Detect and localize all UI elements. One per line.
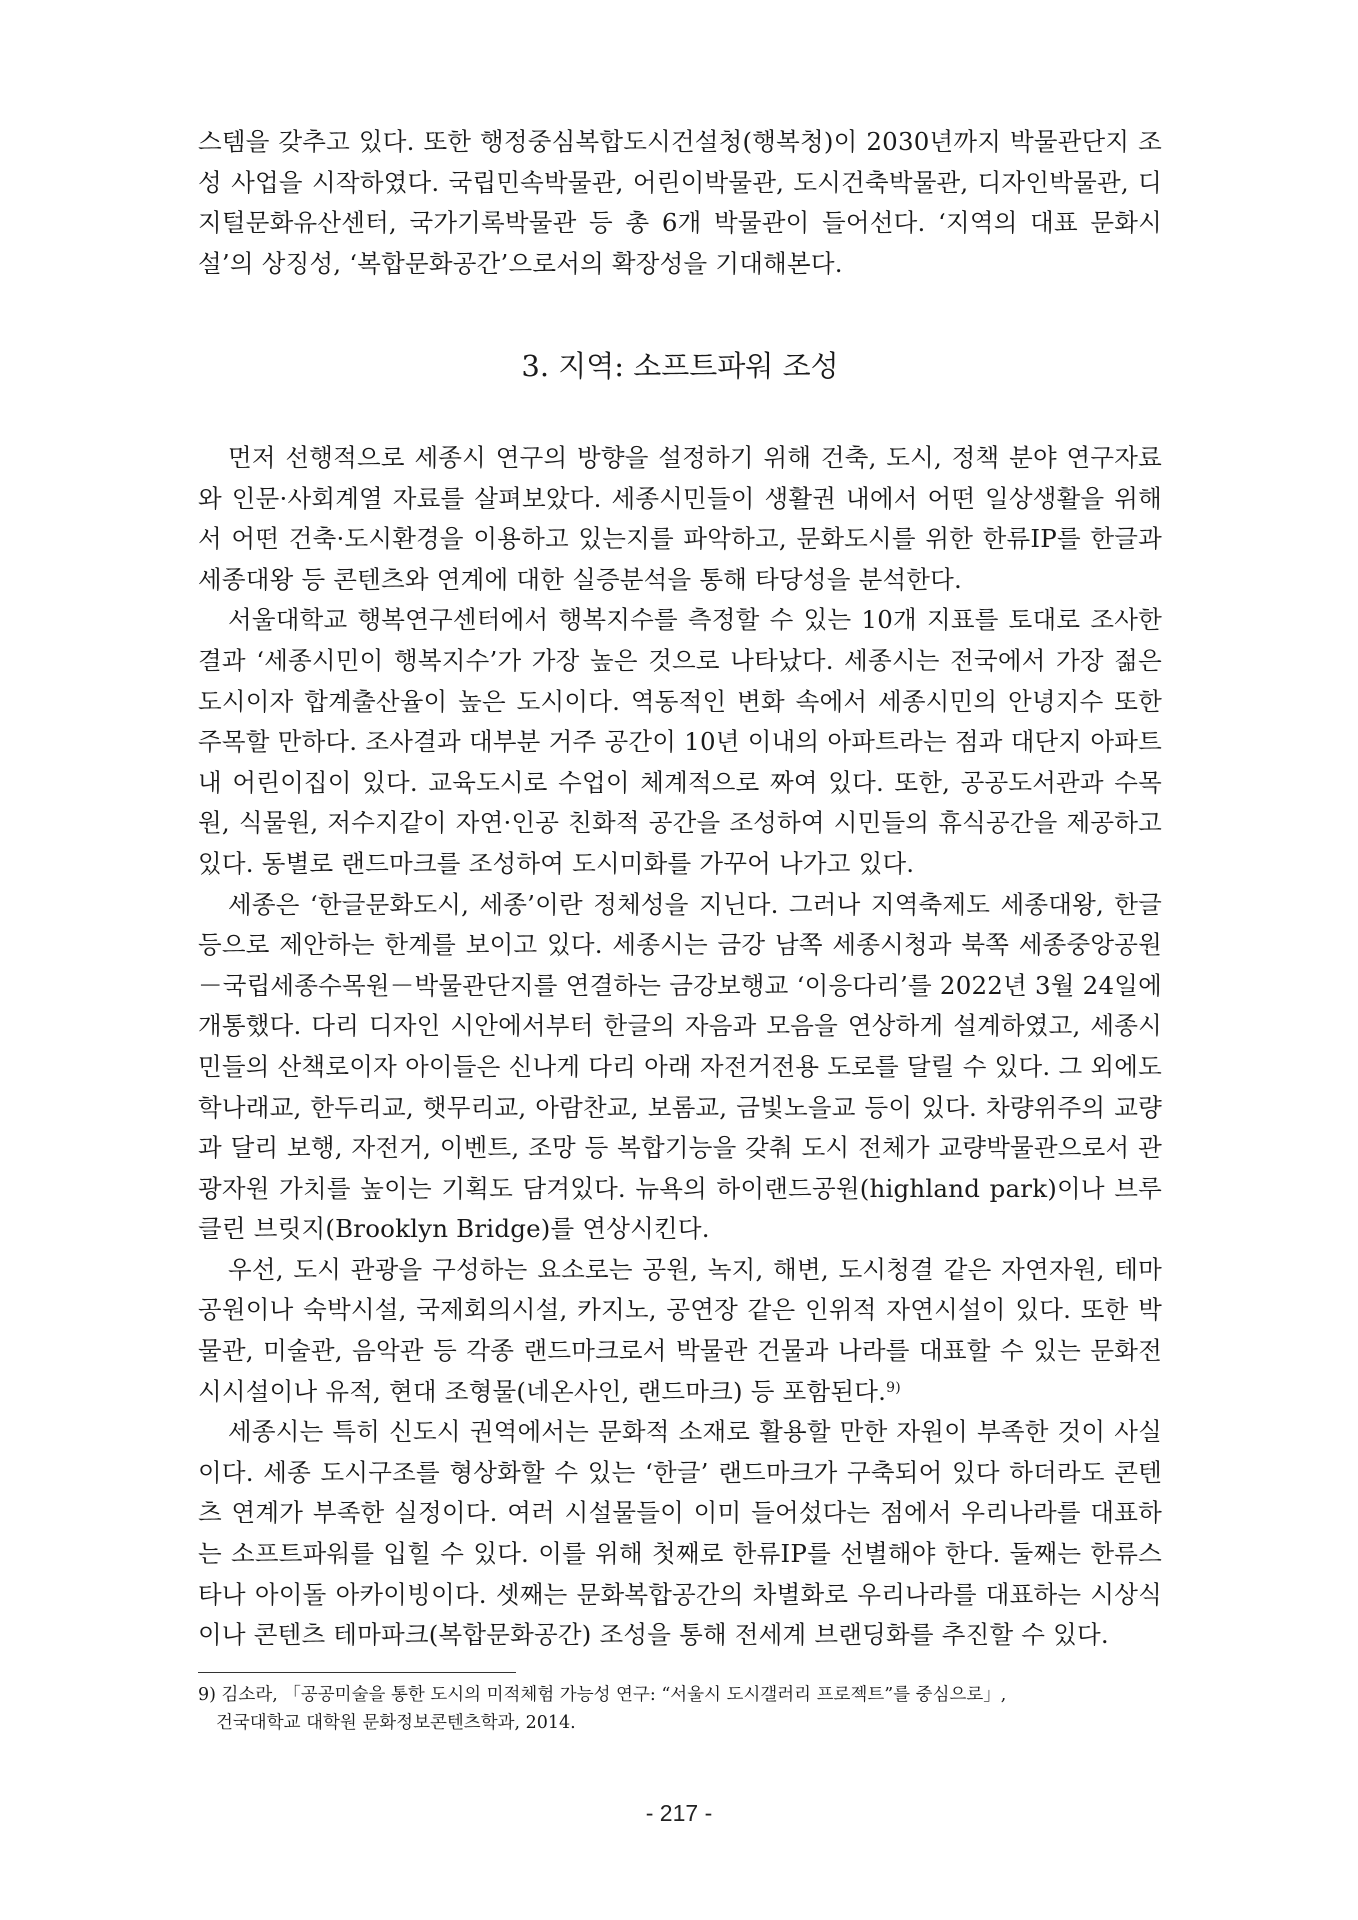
- body-paragraph-4: [198, 1250, 1162, 1412]
- section-body: [198, 438, 1162, 1656]
- body-paragraph-1: 먼저 선행적으로 세종시 연구의 방향을 설정하기 위해 건축, 도시, 정책 분야 연구자료와 인문·사회계열 자료를 살펴보았다. 세종시민들이 생활권 내에서 어떤 일상생활을 위해서 어떤 건축·도시환경을 이용하고 있는지를 파악하고, 문화도시를 위한 한류IP를 한글과 세종대왕 등 콘텐츠와 연계에 대한 실증분석을 통해 타당성을 분석한다.: [198, 443, 1162, 594]
- footnote-line-1: 9) 김소라, 「공공미술을 통한 도시의 미적체험 가능성 연구: “서울시 도시갤러리 프로젝트”를 중심으로」,: [198, 1685, 1007, 1705]
- intro-text-block: [198, 122, 1162, 284]
- footnote: [198, 1681, 1162, 1737]
- section-heading: 3. 지역: 소프트파워 조성: [521, 349, 839, 383]
- body-paragraph-4-text: 우선, 도시 관광을 구성하는 요소로는 공원, 녹지, 해변, 도시청결 같은 자연자원, 테마공원이나 숙박시설, 국제회의시설, 카지노, 공연장 같은 인위적 자연시설이 있다. 또한 박물관, 미술관, 음악관 등 각종 랜드마크로서 박물관 건물과 나라를 대표할 수 있는 문화전시시설이나 유적, 현대 조형물(네온사인, 랜드마크) 등 포함된다.: [198, 1254, 1162, 1406]
- footnote-line-2: 건국대학교 대학원 문화정보콘텐츠학과, 2014.: [216, 1713, 576, 1733]
- body-paragraph-3: 세종은 ‘한글문화도시, 세종’이란 정체성을 지닌다. 그러나 지역축제도 세종대왕, 한글 등으로 제안하는 한계를 보이고 있다. 세종시는 금강 남쪽 세종시청과 북쪽 세종중앙공원－국립세종수목원－박물관단지를 연결하는 금강보행교 ‘이응다리’를 2022년 3월 24일에 개통했다. 다리 디자인 시안에서부터 한글의 자음과 모음을 연상하게 설계하였고, 세종시민들의 산책로이자 아이들은 신나게 다리 아래 자전거전용 도로를 달릴 수 있다. 그 외에도 학나래교, 한두리교, 햇무리교, 아람찬교, 보롬교, 금빛노을교 등이 있다. 차량위주의 교량과 달리 보행, 자전거, 이벤트, 조망 등 복합기능을 갖춰 도시 전체가 교량박물관으로서 관광자원 가치를 높이는 기획도 담겨있다. 뉴욕의 하이랜드공원(highland park)이나 브루클린 브릿지(Brooklyn Bridge)를 연상시킨다.: [198, 889, 1162, 1244]
- body-paragraph-2: 서울대학교 행복연구센터에서 행복지수를 측정할 수 있는 10개 지표를 토대로 조사한 결과 ‘세종시민이 행복지수’가 가장 높은 것으로 나타났다. 세종시는 전국에서 가장 젊은 도시이자 합계출산율이 높은 도시이다. 역동적인 변화 속에서 세종시민의 안녕지수 또한 주목할 만하다. 조사결과 대부분 거주 공간이 10년 이내의 아파트라는 점과 대단지 아파트 내 어린이집이 있다. 교육도시로 수업이 체계적으로 짜여 있다. 또한, 공공도서관과 수목원, 식물원, 저수지같이 자연·인공 친화적 공간을 조성하여 시민들의 휴식공간을 제공하고 있다. 동별로 랜드마크를 조성하여 도시미화를 가꾸어 나가고 있다.: [198, 605, 1162, 878]
- page-number: - 217 -: [645, 1800, 713, 1826]
- footnote-reference-marker[interactable]: 9): [886, 1379, 901, 1396]
- body-paragraph-5: 세종시는 특히 신도시 권역에서는 문화적 소재로 활용할 만한 자원이 부족한 것이 사실이다. 세종 도시구조를 형상화할 수 있는 ‘한글’ 랜드마크가 구축되어 있다 하더라도 콘텐츠 연계가 부족한 실정이다. 여러 시설물들이 이미 들어섰다는 점에서 우리나라를 대표하는 소프트파워를 입힐 수 있다. 이를 위해 첫째로 한류IP를 선별해야 한다. 둘째는 한류스타나 아이돌 아카이빙이다. 셋째는 문화복합공간의 차별화로 우리나라를 대표하는 시상식이나 콘텐츠 테마파크(복합문화공간) 조성을 통해 전세계 브랜딩화를 추진할 수 있다.: [198, 1417, 1162, 1650]
- footnote-divider: [198, 1672, 516, 1673]
- intro-paragraph: 스템을 갖추고 있다. 또한 행정중심복합도시건설청(행복청)이 2030년까지 박물관단지 조성 사업을 시작하였다. 국립민속박물관, 어린이박물관, 도시건축박물관, 디자인박물관, 디지털문화유산센터, 국가기록박물관 등 총 6개 박물관이 들어선다. ‘지역의 대표 문화시설’의 상징성, ‘복합문화공간’으로서의 확장성을 기대해본다.: [198, 127, 1162, 278]
